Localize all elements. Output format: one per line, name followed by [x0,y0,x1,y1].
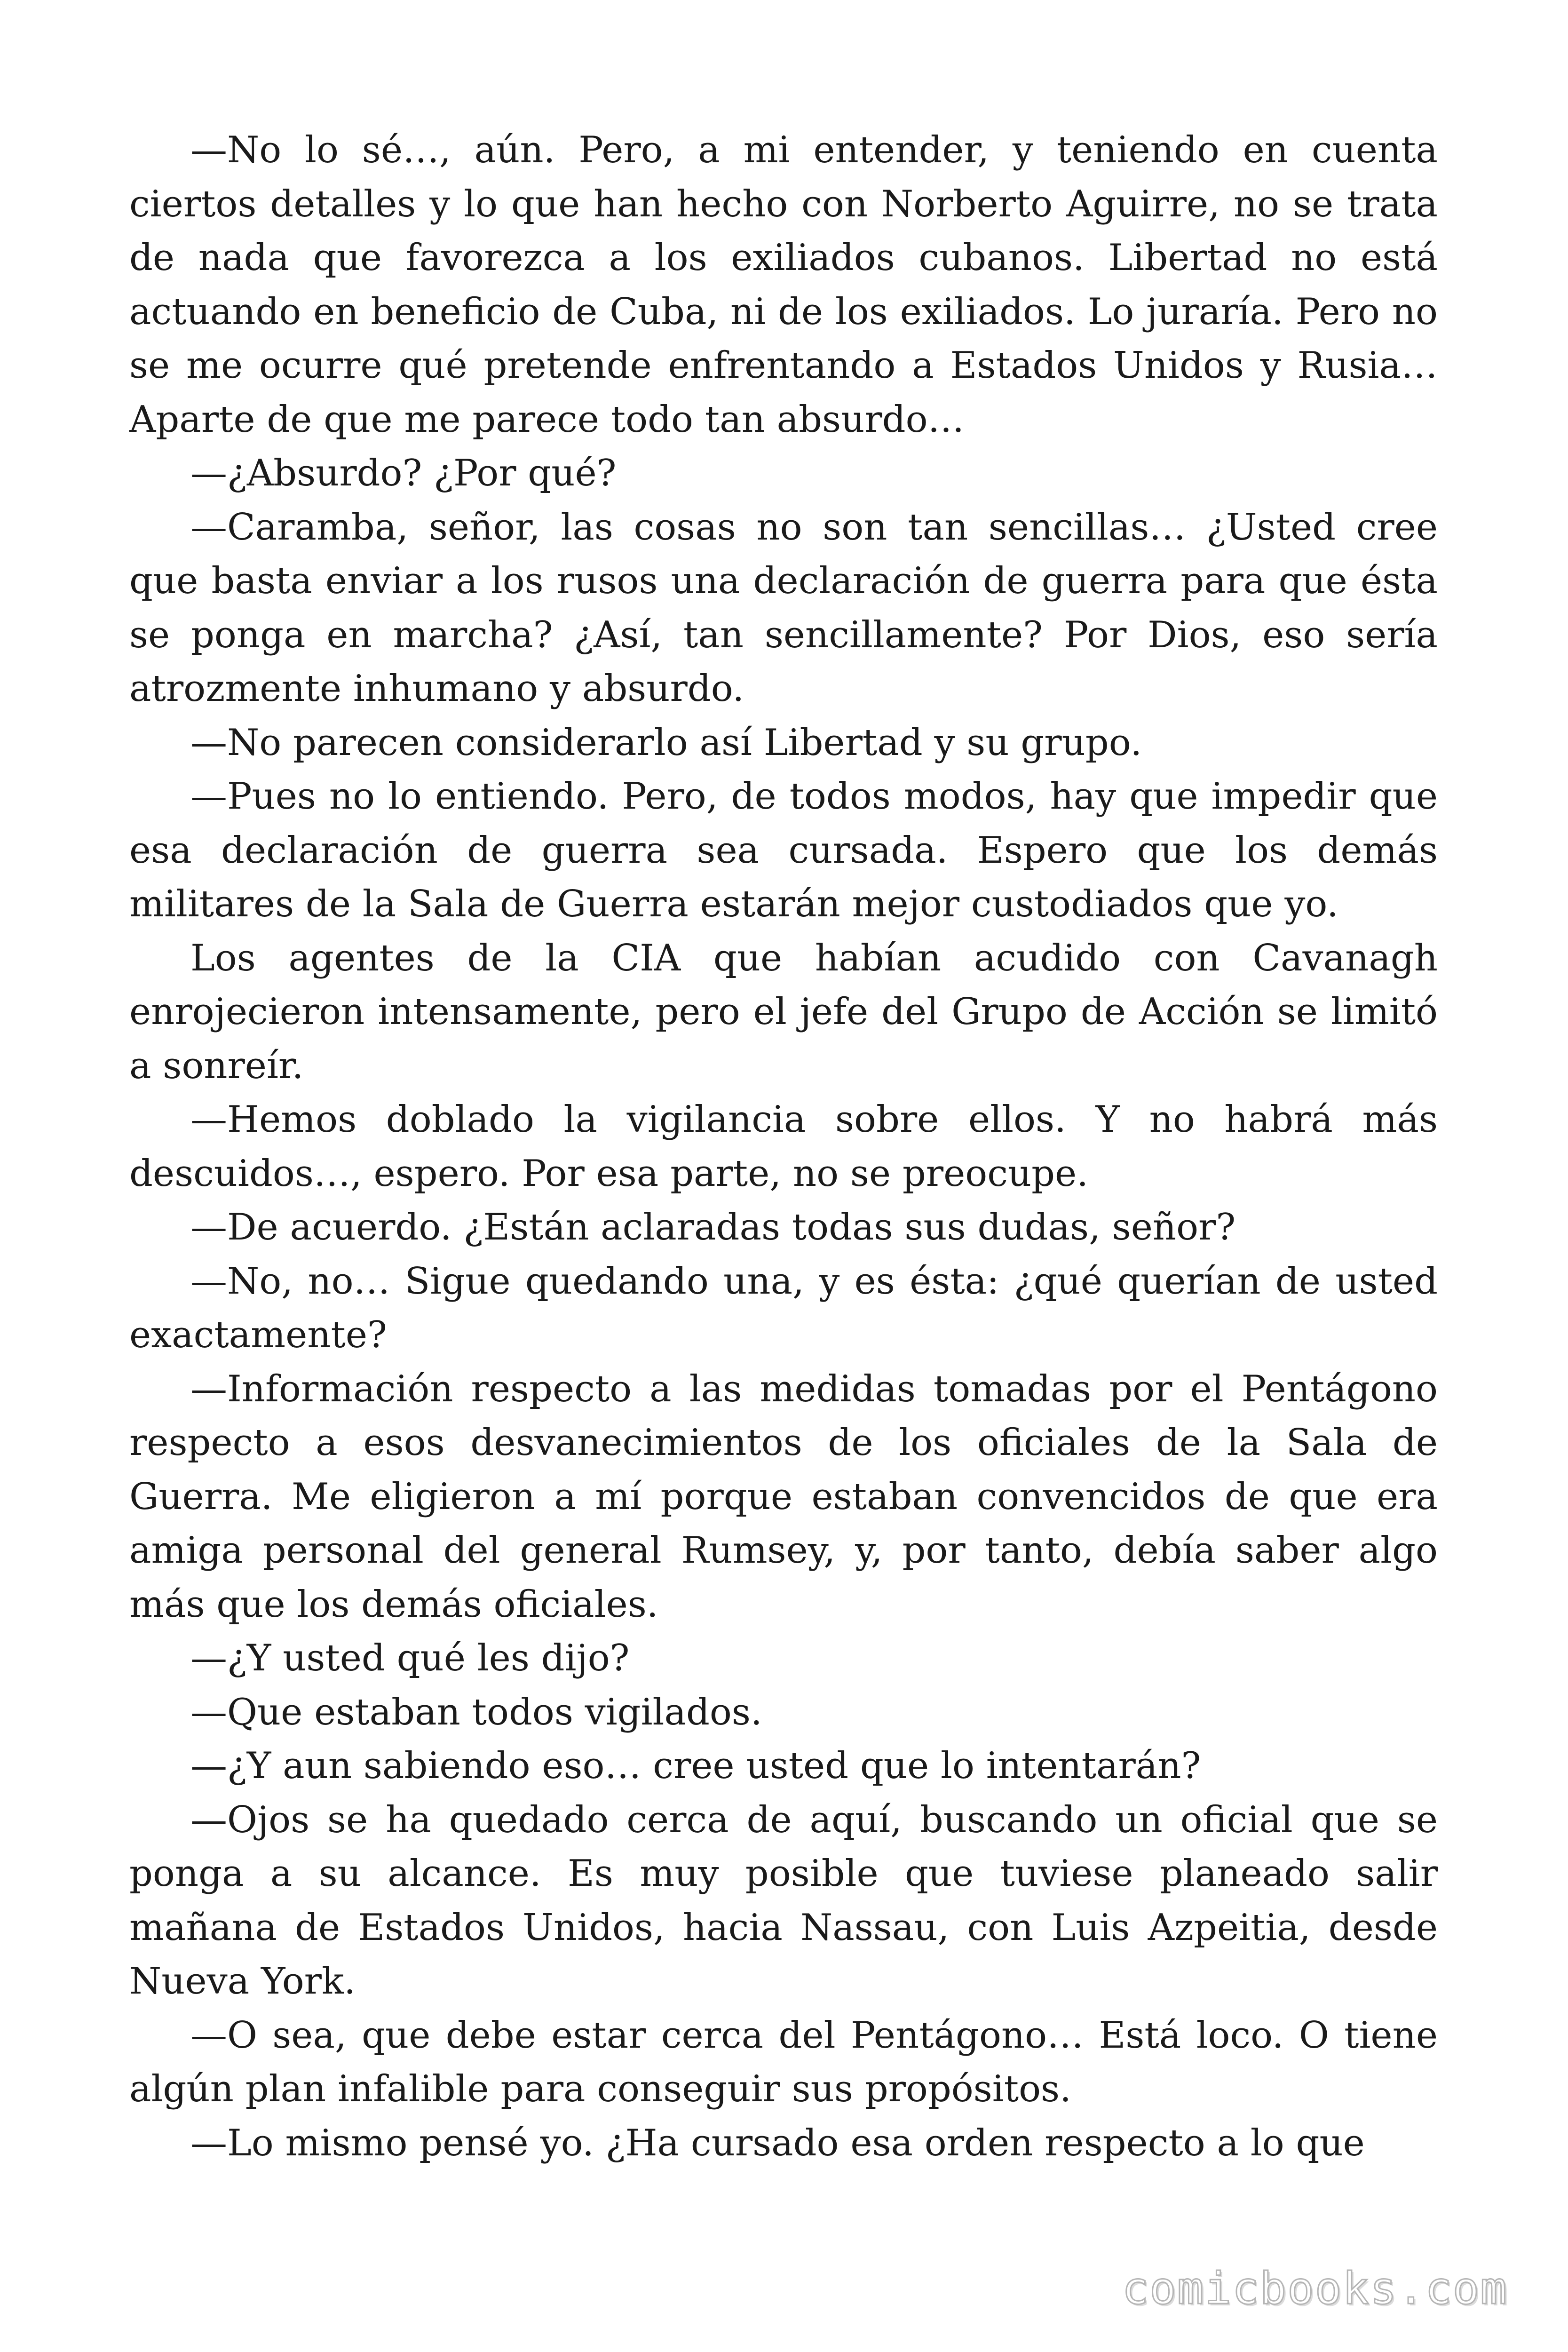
paragraph: —¿Absurdo? ¿Por qué? [190,452,617,494]
paragraph: —Ojos se ha quedado cerca de aquí, buscando un oficial que se ponga a su alcance. Es muy posible que tuviese planeado salir mañana de Estados Unidos, hacia Nassau, con Luis Azpeitia, desde Nueva York. [129,1798,1438,2002]
paragraph: —De acuerdo. ¿Están aclaradas todas sus dudas, señor? [190,1206,1236,1248]
paragraph: —No parecen considerarlo así Libertad y su grupo. [190,721,1142,764]
paragraph: —¿Y usted qué les dijo? [190,1637,630,1679]
paragraph: —Hemos doblado la vigilancia sobre ellos. Y no habrá más descuidos…, espero. Por esa parte, no se preocupe. [129,1098,1438,1195]
paragraph: —Lo mismo pensé yo. ¿Ha cursado esa orden respecto a lo que [190,2122,1365,2164]
paragraph: —Que estaban todos vigilados. [190,1691,762,1733]
paragraph: —Caramba, señor, las cosas no son tan sencillas… ¿Usted cree que basta enviar a los rusos una declaración de guerra para que ésta se ponga en marcha? ¿Así, tan sencillamente? Por Dios, eso sería atrozmente inhumano y absurdo. [129,506,1438,710]
paragraph: Los agentes de la CIA que habían acudido con Cavanagh enrojecieron intensamente, pero el jefe del Grupo de Acción se limitó a sonreír. [129,937,1438,1087]
paragraph: —Información respecto a las medidas tomadas por el Pentágono respecto a esos desvanecimientos de los oficiales de la Sala de Guerra. Me eligieron a mí porque estaban convencidos de que era amiga personal del general Rumsey, y, por tanto, debía saber algo más que los demás oficiales. [129,1367,1438,1626]
watermark: comicbooks.com [1122,2263,1508,2314]
paragraph: —Pues no lo entiendo. Pero, de todos modos, hay que impedir que esa declaración de guerra sea cursada. Espero que los demás militares de la Sala de Guerra estarán mejor custodiados que yo. [129,775,1438,925]
paragraph: —No lo sé…, aún. Pero, a mi entender, y teniendo en cuenta ciertos detalles y lo que han hecho con Norberto Aguirre, no se trata de nada que favorezca a los exiliados cubanos. Libertad no está actuando en beneficio de Cuba, ni de los exiliados. Lo juraría. Pero no se me ocurre qué pretende enfrentando a Estados Unidos y Rusia… Aparte de que me parece todo tan absurdo… [129,129,1438,441]
paragraph: —No, no… Sigue quedando una, y es ésta: ¿qué querían de usted exactamente? [129,1260,1438,1356]
page-body [129,123,1438,2170]
paragraph: —¿Y aun sabiendo eso… cree usted que lo intentarán? [190,1745,1201,1787]
paragraph: —O sea, que debe estar cerca del Pentágono… Está loco. O tiene algún plan infalible para conseguir sus propósitos. [129,2014,1438,2110]
